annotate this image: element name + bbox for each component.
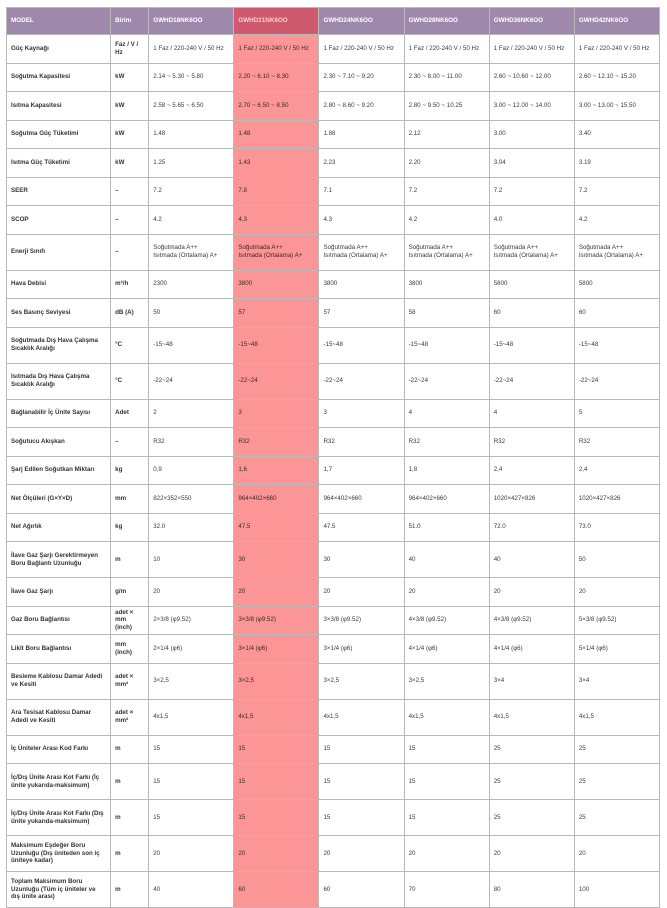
value-cell: -22~24: [149, 363, 234, 399]
value-cell: 20: [489, 578, 574, 607]
value-cell-highlighted: 1.43: [234, 149, 319, 178]
value-cell: -15~48: [404, 327, 489, 363]
value-cell: 60: [574, 299, 659, 328]
table-row: [7, 92, 660, 121]
unit-cell: m³/h: [111, 270, 149, 299]
value-cell-highlighted: 3×1/4 (φ6): [234, 635, 319, 664]
value-cell-highlighted: 4x1,5: [234, 699, 319, 735]
value-cell: 4x1,5: [404, 699, 489, 735]
table-row: [7, 177, 660, 206]
unit-cell: °C: [111, 363, 149, 399]
value-cell: 2.60 ~ 10.60 ~ 12.00: [489, 63, 574, 92]
table-row: [7, 606, 660, 635]
value-cell: 4.0: [489, 206, 574, 235]
parameter-label: İç Üniteler Arası Kod Farkı: [7, 735, 111, 764]
parameter-label: Güç Kaynağı: [7, 35, 111, 64]
parameter-label: Isıtma Güç Tüketimi: [7, 149, 111, 178]
value-cell: 15: [404, 735, 489, 764]
value-cell: 72.0: [489, 513, 574, 542]
value-cell: 2,4: [574, 456, 659, 485]
value-cell: 50: [574, 542, 659, 578]
value-cell: 15: [404, 800, 489, 836]
value-cell: 15: [149, 735, 234, 764]
table-row: [7, 234, 660, 270]
value-cell: 4.2: [149, 206, 234, 235]
value-cell: 7.2: [404, 177, 489, 206]
table-row: [7, 327, 660, 363]
table-row: [7, 120, 660, 149]
unit-cell: g/m: [111, 578, 149, 607]
value-cell: 3.04: [489, 149, 574, 178]
table-row: [7, 542, 660, 578]
value-cell: 20: [149, 578, 234, 607]
parameter-label: İlave Gaz Şarjı: [7, 578, 111, 607]
table-row: [7, 149, 660, 178]
value-cell: 1,7: [319, 456, 404, 485]
table-row: [7, 800, 660, 836]
value-cell: -15~48: [149, 327, 234, 363]
value-cell: -22~24: [574, 363, 659, 399]
header-model: MODEL: [7, 8, 111, 35]
value-cell: 2.12: [404, 120, 489, 149]
value-cell: 1.48: [149, 120, 234, 149]
header-unit: Birim: [111, 8, 149, 35]
value-cell: 3×3/8 (φ9.52): [319, 606, 404, 635]
value-cell: 51.0: [404, 513, 489, 542]
value-cell-highlighted: 3800: [234, 270, 319, 299]
value-cell-highlighted: 2.70 ~ 6.50 ~ 8.50: [234, 92, 319, 121]
unit-cell: Faz / V / Hz: [111, 35, 149, 64]
value-cell: 70: [404, 872, 489, 908]
value-cell: 2.80 ~ 9.50 ~ 10.25: [404, 92, 489, 121]
unit-cell: kW: [111, 120, 149, 149]
value-cell-highlighted: R32: [234, 428, 319, 457]
value-cell: 0,9: [149, 456, 234, 485]
unit-cell: kW: [111, 63, 149, 92]
value-cell: 10: [149, 542, 234, 578]
value-cell: 5800: [489, 270, 574, 299]
value-cell: 7.2: [149, 177, 234, 206]
value-cell: 2.20: [404, 149, 489, 178]
value-cell: Soğutmada A++ Isıtmada (Ortalama) A+: [319, 234, 404, 270]
table-row: [7, 485, 660, 514]
unit-cell: °C: [111, 327, 149, 363]
value-cell: -15~48: [489, 327, 574, 363]
value-cell: Soğutmada A++ Isıtmada (Ortalama) A+: [489, 234, 574, 270]
value-cell-highlighted: 30: [234, 542, 319, 578]
unit-cell: kW: [111, 92, 149, 121]
table-row: [7, 578, 660, 607]
value-cell-highlighted: 1,6: [234, 456, 319, 485]
value-cell-highlighted: 3×2,5: [234, 663, 319, 699]
value-cell: 4.2: [404, 206, 489, 235]
value-cell: 1,8: [404, 456, 489, 485]
value-cell: Soğutmada A++ Isıtmada (Ortalama) A+: [404, 234, 489, 270]
value-cell: 3×1/4 (φ6): [319, 635, 404, 664]
table-row: [7, 270, 660, 299]
value-cell: 5×3/8 (φ9.52): [574, 606, 659, 635]
value-cell: 20: [149, 836, 234, 872]
value-cell: 2.30 ~ 8.00 ~ 11.00: [404, 63, 489, 92]
value-cell: 4×1/4 (φ6): [404, 635, 489, 664]
parameter-label: Isıtmada Dış Hava Çalışma Sıcaklık Aralığı: [7, 363, 111, 399]
table-row: [7, 63, 660, 92]
parameter-label: İlave Gaz Şarjı Gerektirmeyen Boru Bağlantı Uzunluğu: [7, 542, 111, 578]
value-cell: 25: [574, 735, 659, 764]
parameter-label: SEER: [7, 177, 111, 206]
value-cell: 5800: [574, 270, 659, 299]
header-model-name: GWHD18NK6OO: [149, 8, 234, 35]
value-cell: R32: [489, 428, 574, 457]
value-cell: 4.2: [574, 206, 659, 235]
value-cell-highlighted: 60: [234, 872, 319, 908]
value-cell-highlighted: 15: [234, 764, 319, 800]
header-model-name: GWHD42NK6OO: [574, 8, 659, 35]
value-cell: 1 Faz / 220-240 V / 50 Hz: [489, 35, 574, 64]
value-cell: 4x1,5: [489, 699, 574, 735]
value-cell: 25: [574, 764, 659, 800]
parameter-label: İç/Dış Ünite Arası Kot Farkı (Dış ünite yukarıda-maksimum): [7, 800, 111, 836]
table-row: [7, 35, 660, 64]
parameter-label: Bağlanabilir İç Ünite Sayısı: [7, 399, 111, 428]
value-cell: 3.00 ~ 13.00 ~ 15.50: [574, 92, 659, 121]
value-cell: 2,4: [489, 456, 574, 485]
value-cell: 7.2: [574, 177, 659, 206]
unit-cell: adet × mm²: [111, 699, 149, 735]
value-cell: 4x1,5: [574, 699, 659, 735]
parameter-label: Ses Basınç Seviyesi: [7, 299, 111, 328]
value-cell: 1020×427×826: [574, 485, 659, 514]
unit-cell: kg: [111, 513, 149, 542]
value-cell: 4: [489, 399, 574, 428]
value-cell: 4×3/8 (φ9.52): [489, 606, 574, 635]
table-row: [7, 363, 660, 399]
value-cell: 1020×427×826: [489, 485, 574, 514]
unit-cell: adet × mm (inch): [111, 606, 149, 635]
value-cell: 30: [319, 542, 404, 578]
value-cell: R32: [149, 428, 234, 457]
table-row: [7, 836, 660, 872]
table-row: [7, 456, 660, 485]
value-cell: -22~24: [319, 363, 404, 399]
table-header: [7, 8, 660, 35]
value-cell: 4.3: [319, 206, 404, 235]
unit-cell: –: [111, 177, 149, 206]
value-cell: 1 Faz / 220-240 V / 50 Hz: [149, 35, 234, 64]
value-cell-highlighted: 4.3: [234, 206, 319, 235]
value-cell: 3800: [319, 270, 404, 299]
value-cell: 7.1: [319, 177, 404, 206]
value-cell: 2: [149, 399, 234, 428]
value-cell: 3×2,5: [404, 663, 489, 699]
value-cell: 1.88: [319, 120, 404, 149]
value-cell: -22~24: [489, 363, 574, 399]
value-cell: 4×1/4 (φ6): [489, 635, 574, 664]
value-cell: 3.00 ~ 12.00 ~ 14.00: [489, 92, 574, 121]
value-cell: 1.25: [149, 149, 234, 178]
value-cell: 15: [319, 800, 404, 836]
parameter-label: Net Ölçüleri (G×Y×D): [7, 485, 111, 514]
value-cell: 3.00: [489, 120, 574, 149]
value-cell: 20: [489, 836, 574, 872]
value-cell: 80: [489, 872, 574, 908]
spec-table: [6, 7, 660, 908]
value-cell: Soğutmada A++ Isıtmada (Ortalama) A+: [574, 234, 659, 270]
parameter-label: Enerji Sınıfı: [7, 234, 111, 270]
value-cell-highlighted: 15: [234, 800, 319, 836]
value-cell: 100: [574, 872, 659, 908]
value-cell: 3: [319, 399, 404, 428]
parameter-label: İç/Dış Ünite Arası Kot Farkı (İç ünite yukarıda-maksimum): [7, 764, 111, 800]
value-cell: 50: [149, 299, 234, 328]
value-cell: 2.14 ~ 5.30 ~ 5.80: [149, 63, 234, 92]
value-cell: 32.0: [149, 513, 234, 542]
parameter-label: Hava Debisi: [7, 270, 111, 299]
value-cell-highlighted: 3: [234, 399, 319, 428]
value-cell: 1 Faz / 220-240 V / 50 Hz: [574, 35, 659, 64]
value-cell-highlighted: 3×3/8 (φ9.52): [234, 606, 319, 635]
value-cell: 15: [319, 735, 404, 764]
value-cell: 1 Faz / 220-240 V / 50 Hz: [404, 35, 489, 64]
unit-cell: dB (A): [111, 299, 149, 328]
parameter-label: Soğutmada Dış Hava Çalışma Sıcaklık Aralığı: [7, 327, 111, 363]
value-cell: 15: [149, 764, 234, 800]
value-cell-highlighted: 7.8: [234, 177, 319, 206]
unit-cell: kg: [111, 456, 149, 485]
parameter-label: Net Ağırlık: [7, 513, 111, 542]
value-cell: 20: [574, 836, 659, 872]
value-cell: 2.80 ~ 8.60 ~ 9.20: [319, 92, 404, 121]
value-cell-highlighted: 15: [234, 735, 319, 764]
table-row: [7, 735, 660, 764]
value-cell: 25: [489, 764, 574, 800]
table-row: [7, 513, 660, 542]
unit-cell: mm (inch): [111, 635, 149, 664]
parameter-label: Şarj Edilen Soğutkan Miktarı: [7, 456, 111, 485]
unit-cell: –: [111, 234, 149, 270]
value-cell: R32: [319, 428, 404, 457]
unit-cell: m: [111, 764, 149, 800]
value-cell: 5: [574, 399, 659, 428]
unit-cell: Adet: [111, 399, 149, 428]
value-cell: 40: [489, 542, 574, 578]
value-cell: 15: [404, 764, 489, 800]
value-cell: 57: [319, 299, 404, 328]
value-cell: 20: [319, 836, 404, 872]
value-cell: 1 Faz / 220-240 V / 50 Hz: [319, 35, 404, 64]
unit-cell: adet × mm²: [111, 663, 149, 699]
value-cell-highlighted: Soğutmada A++ Isıtmada (Ortalama) A+: [234, 234, 319, 270]
parameter-label: Maksimum Eşdeğer Boru Uzunluğu (Dış üniteden son iç üniteye kadar): [7, 836, 111, 872]
value-cell: R32: [574, 428, 659, 457]
value-cell: -15~48: [319, 327, 404, 363]
table-row: [7, 299, 660, 328]
unit-cell: m: [111, 800, 149, 836]
unit-cell: –: [111, 206, 149, 235]
value-cell: 73.0: [574, 513, 659, 542]
value-cell: 20: [404, 836, 489, 872]
table-row: [7, 663, 660, 699]
header-model-name-highlighted: GWHD21NK6OO: [234, 8, 319, 35]
header-model-name: GWHD28NK6OO: [404, 8, 489, 35]
unit-cell: –: [111, 428, 149, 457]
value-cell: 25: [489, 800, 574, 836]
value-cell: 3800: [404, 270, 489, 299]
unit-cell: kW: [111, 149, 149, 178]
value-cell: 964×402×660: [319, 485, 404, 514]
value-cell-highlighted: 1 Faz / 220-240 V / 50 Hz: [234, 35, 319, 64]
header-model-name: GWHD36NK6OO: [489, 8, 574, 35]
value-cell: 2×1/4 (φ6): [149, 635, 234, 664]
value-cell: 3×4: [574, 663, 659, 699]
value-cell: 20: [574, 578, 659, 607]
parameter-label: Isıtma Kapasitesi: [7, 92, 111, 121]
table-row: [7, 399, 660, 428]
value-cell: 964×402×660: [404, 485, 489, 514]
value-cell: 2.23: [319, 149, 404, 178]
value-cell: 47.5: [319, 513, 404, 542]
parameter-label: SCOP: [7, 206, 111, 235]
value-cell: 25: [489, 735, 574, 764]
value-cell: 4x1,5: [149, 699, 234, 735]
value-cell-highlighted: 57: [234, 299, 319, 328]
parameter-label: Toplam Maksimum Boru Uzunluğu (Tüm iç üniteler ve dış ünite arası): [7, 872, 111, 908]
value-cell: 25: [574, 800, 659, 836]
value-cell: 3.40: [574, 120, 659, 149]
unit-cell: mm: [111, 485, 149, 514]
table-row: [7, 428, 660, 457]
value-cell-highlighted: 964×402×660: [234, 485, 319, 514]
value-cell: 3×2,5: [319, 663, 404, 699]
value-cell: -22~24: [404, 363, 489, 399]
value-cell: 2.58 ~ 5.65 ~ 6.50: [149, 92, 234, 121]
value-cell-highlighted: -22~24: [234, 363, 319, 399]
unit-cell: m: [111, 836, 149, 872]
parameter-label: Likit Boru Bağlantısı: [7, 635, 111, 664]
parameter-label: Soğutma Güç Tüketimi: [7, 120, 111, 149]
value-cell: 2.60 ~ 12.10 ~ 15.20: [574, 63, 659, 92]
value-cell: 3×2,5: [149, 663, 234, 699]
table-row: [7, 206, 660, 235]
value-cell: 2×3/8 (φ9.52): [149, 606, 234, 635]
parameter-label: Soğutma Kapasitesi: [7, 63, 111, 92]
value-cell: 822×352×550: [149, 485, 234, 514]
table-row: [7, 872, 660, 908]
value-cell-highlighted: 20: [234, 836, 319, 872]
value-cell: 2300: [149, 270, 234, 299]
value-cell: 15: [149, 800, 234, 836]
value-cell: 40: [149, 872, 234, 908]
unit-cell: m: [111, 872, 149, 908]
value-cell: 4: [404, 399, 489, 428]
table-row: [7, 635, 660, 664]
header-row: [7, 8, 660, 35]
parameter-label: Ara Tesisat Kablosu Damar Adedi ve Kesiti: [7, 699, 111, 735]
value-cell: 2.30 ~ 7.10 ~ 9.20: [319, 63, 404, 92]
value-cell: 60: [319, 872, 404, 908]
value-cell: 5×1/4 (φ6): [574, 635, 659, 664]
value-cell: 4×3/8 (φ9.52): [404, 606, 489, 635]
unit-cell: m: [111, 542, 149, 578]
value-cell: -15~48: [574, 327, 659, 363]
table-row: [7, 764, 660, 800]
value-cell: R32: [404, 428, 489, 457]
value-cell-highlighted: 20: [234, 578, 319, 607]
parameter-label: Besleme Kablosu Damar Adedi ve Kesiti: [7, 663, 111, 699]
unit-cell: m: [111, 735, 149, 764]
value-cell-highlighted: 47.5: [234, 513, 319, 542]
table-body: [7, 35, 660, 908]
table-row: [7, 699, 660, 735]
parameter-label: Gaz Boru Bağlantısı: [7, 606, 111, 635]
value-cell: 40: [404, 542, 489, 578]
value-cell-highlighted: -15~48: [234, 327, 319, 363]
value-cell: 20: [404, 578, 489, 607]
value-cell: 7.2: [489, 177, 574, 206]
value-cell: 20: [319, 578, 404, 607]
value-cell: 4x1,5: [319, 699, 404, 735]
value-cell: 3.19: [574, 149, 659, 178]
value-cell: 60: [489, 299, 574, 328]
header-model-name: GWHD24NK6OO: [319, 8, 404, 35]
value-cell: 58: [404, 299, 489, 328]
value-cell: 15: [319, 764, 404, 800]
parameter-label: Soğutucu Akışkan: [7, 428, 111, 457]
value-cell: 3×4: [489, 663, 574, 699]
value-cell-highlighted: 2.20 ~ 6.10 ~ 8.30: [234, 63, 319, 92]
value-cell: Soğutmada A++ Isıtmada (Ortalama) A+: [149, 234, 234, 270]
value-cell-highlighted: 1.48: [234, 120, 319, 149]
